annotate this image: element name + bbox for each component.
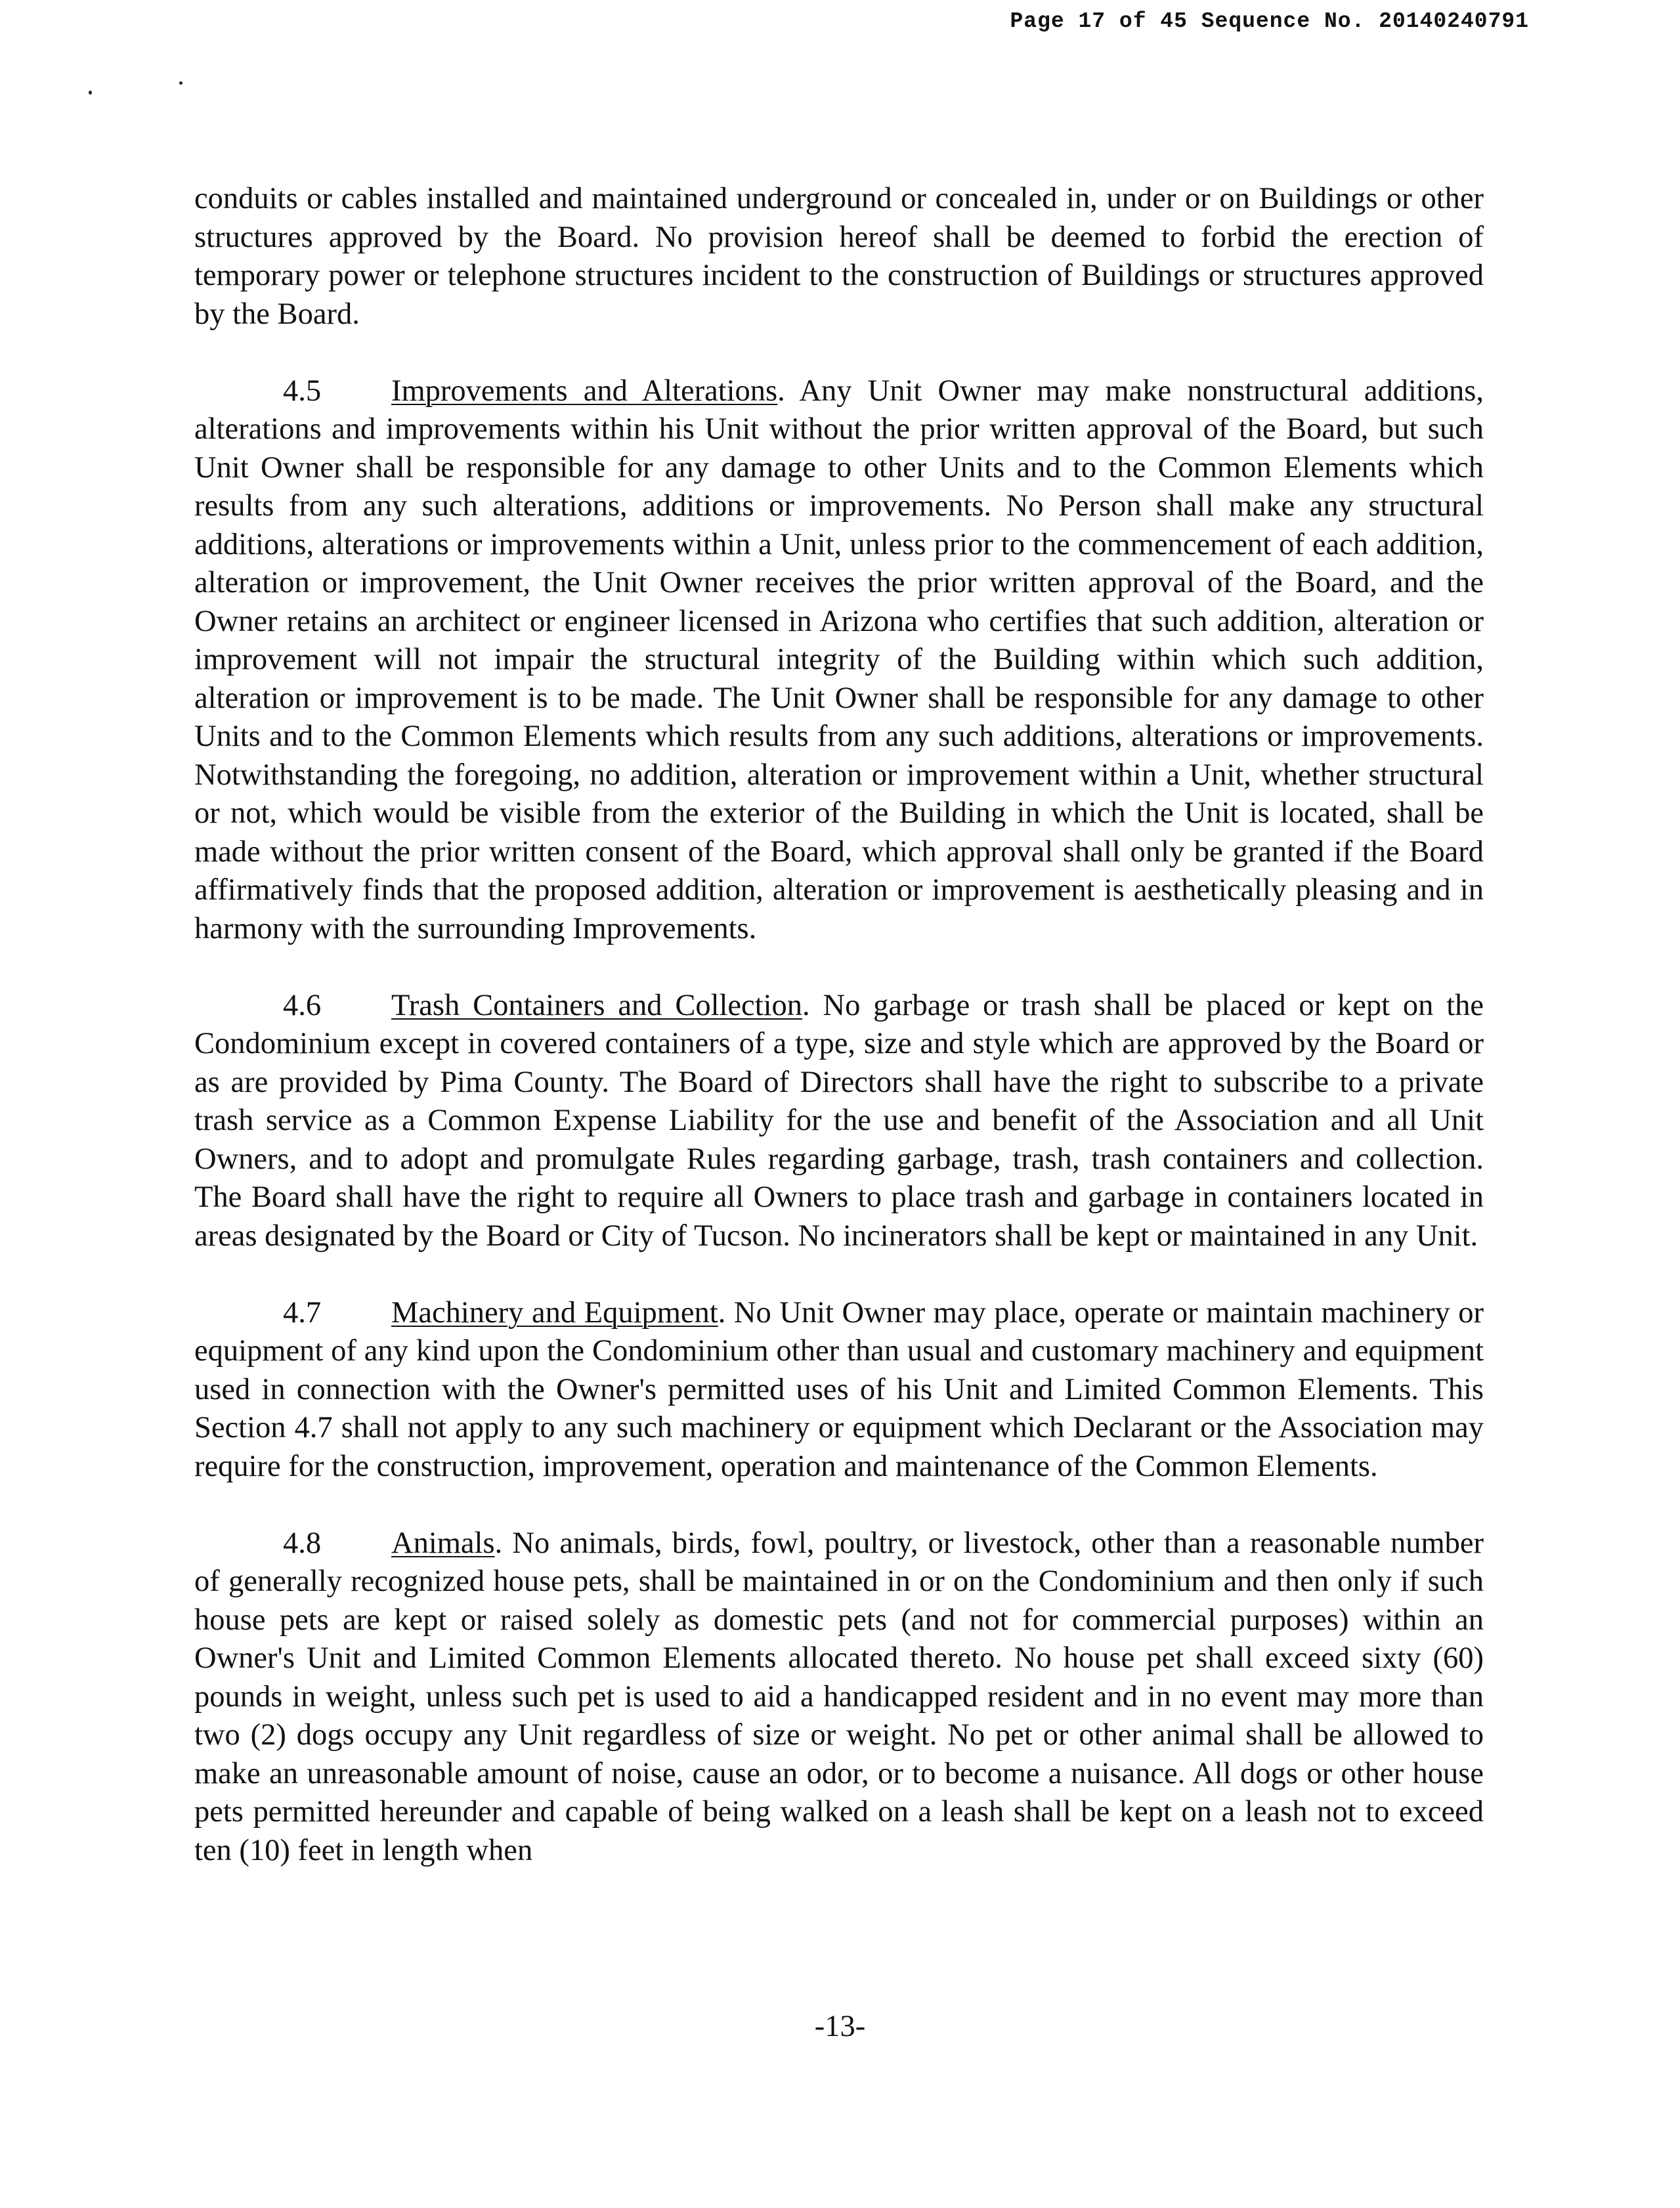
section-4-5 [194,372,1484,949]
section-heading: Improvements and Alterations [391,374,778,408]
section-number: 4.8 [283,1526,322,1560]
section-heading: Machinery and Equipment [391,1295,718,1330]
section-number: 4.7 [283,1295,322,1330]
paragraph-continuation [194,180,1484,334]
section-number: 4.5 [283,374,322,408]
page-sequence-header: Page 17 of 45 Sequence No. 20140240791 [1010,9,1529,33]
page-number-footer: -13- [814,2010,866,2043]
section-text: . No Unit Owner may place, operate or maintain machinery or equipment of any kind upon the Condominium other than usual and customary machinery and equipment used in connection with the Owner's permitted uses of his Unit and Limited Common Elements. This Section 4.7 shall not apply to any such machinery or equipment which Declarant or the Association may require for the construction, improvement, operation and maintenance of the Common Elements. [194,1295,1484,1483]
section-4-7 [194,1294,1484,1486]
section-number: 4.6 [283,988,322,1022]
scan-speck [89,91,92,95]
document-body [194,180,1484,1909]
section-4-8 [194,1525,1484,1871]
paragraph-text: conduits or cables installed and maintained underground or concealed in, under or on Buildings or other structures approved by the Board. No provision hereof shall be deemed to forbid the erection of temporary power or telephone structures incident to the construction of Buildings or structures approved by the Board. [194,182,1484,331]
section-heading: Trash Containers and Collection [391,988,803,1022]
section-text: . No animals, birds, fowl, poultry, or livestock, other than a reasonable number of generally recognized house pets, shall be maintained in or on the Condominium and then only if such house pets are kept or raised solely as domestic pets (and not for commercial purposes) within an Owner's Unit and Limited Common Elements allocated thereto. No house pet shall exceed sixty (60) pounds in weight, unless such pet is used to aid a handicapped resident and in no event may more than two (2) dogs occupy any Unit regardless of size or weight. No pet or other animal shall be allowed to make an unreasonable amount of noise, cause an odor, or to become a nuisance. All dogs or other house pets permitted hereunder and capable of being walked on a leash shall be kept on a leash not to exceed ten (10) feet in length when [194,1526,1484,1867]
section-4-6 [194,987,1484,1256]
section-text: . No garbage or trash shall be placed or kept on the Condominium except in covered containers of a type, size and style which are approved by the Board or as are provided by Pima County. The Board of Directors shall have the right to subscribe to a private trash service as a Common Expense Liability for the use and benefit of the Association and all Unit Owners, and to adopt and promulgate Rules regarding garbage, trash, trash containers and collection. The Board shall have the right to require all Owners to place trash and garbage in containers located in areas designated by the Board or City of Tucson. No incinerators shall be kept or maintained in any Unit. [194,988,1484,1253]
section-heading: Animals [391,1526,495,1560]
section-text: . Any Unit Owner may make nonstructural additions, alterations and improvements within his Unit without the prior written approval of the Board, but such Unit Owner shall be responsible for any damage to other Units and to the Common Elements which results from any such alterations, additions or improvements. No Person shall make any structural additions, alterations or improvements within a Unit, unless prior to the commencement of each addition, alteration or improvement, the Unit Owner receives the prior written approval of the Board, and the Owner retains an architect or engineer licensed in Arizona who certifies that such addition, alteration or improvement will not impair the structural integrity of the Building within which such addition, alteration or improvement is to be made. The Unit Owner shall be responsible for any damage to other Units and to the Common Elements which results from any such additions, alterations or improvements. Notwithstanding the foregoing, no addition, alteration or improvement within a Unit, whether structural or not, which would be visible from the exterior of the Building in which the Unit is located, shall be made without the prior written consent of the Board, which approval shall only be granted if the Board affirmatively finds that the proposed addition, alteration or improvement is aesthetically pleasing and in harmony with the surrounding Improvements. [194,374,1484,945]
scan-speck [179,81,183,85]
